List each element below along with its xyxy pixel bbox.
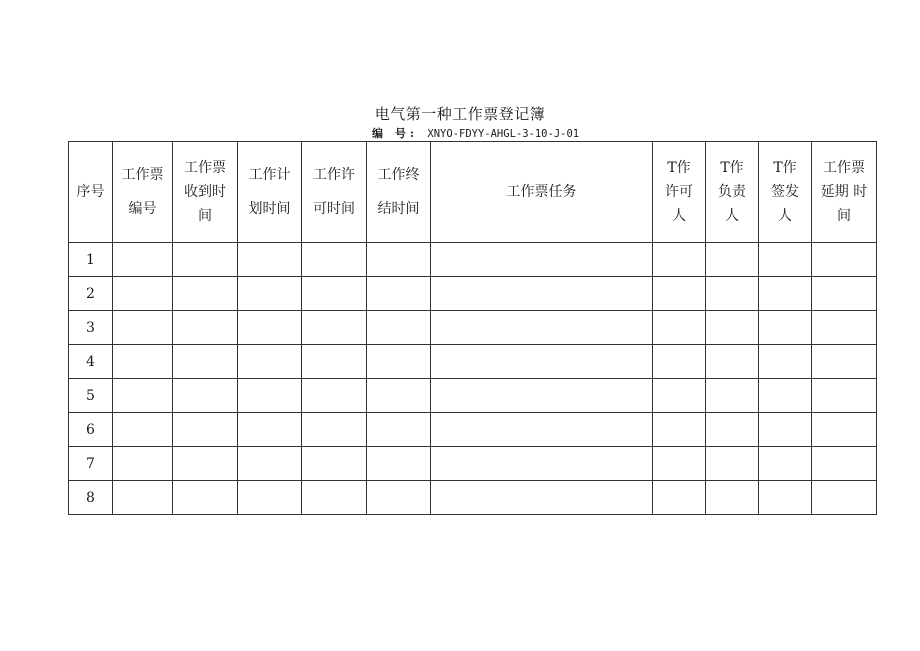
cell-ticket-task[interactable]: [431, 481, 653, 515]
cell-permit-time[interactable]: [302, 379, 367, 413]
cell-end-time[interactable]: [367, 243, 431, 277]
header-permit-time: 工作许 可时间: [302, 142, 367, 243]
header-ticket-number: 工作票 编号: [113, 142, 173, 243]
cell-ticket-task[interactable]: [431, 243, 653, 277]
cell-permitter[interactable]: [653, 277, 706, 311]
cell-permitter[interactable]: [653, 345, 706, 379]
cell-responsible-person[interactable]: [706, 447, 759, 481]
cell-permit-time[interactable]: [302, 243, 367, 277]
header-received-time: 工作票 收到时 间: [173, 142, 238, 243]
cell-extension-time[interactable]: [812, 379, 877, 413]
table-header-row: [69, 142, 877, 243]
cell-received-time[interactable]: [173, 243, 238, 277]
row-index: 7: [69, 447, 113, 481]
cell-issuer[interactable]: [759, 243, 812, 277]
cell-received-time[interactable]: [173, 413, 238, 447]
cell-received-time[interactable]: [173, 447, 238, 481]
cell-ticket-number[interactable]: [113, 447, 173, 481]
cell-extension-time[interactable]: [812, 345, 877, 379]
cell-ticket-task[interactable]: [431, 447, 653, 481]
cell-planned-time[interactable]: [238, 345, 302, 379]
document-code-label: 编 号:: [372, 127, 418, 140]
cell-end-time[interactable]: [367, 311, 431, 345]
cell-received-time[interactable]: [173, 481, 238, 515]
cell-received-time[interactable]: [173, 311, 238, 345]
row-index: 2: [69, 277, 113, 311]
cell-extension-time[interactable]: [812, 311, 877, 345]
cell-planned-time[interactable]: [238, 447, 302, 481]
cell-responsible-person[interactable]: [706, 311, 759, 345]
cell-extension-time[interactable]: [812, 277, 877, 311]
cell-ticket-number[interactable]: [113, 481, 173, 515]
cell-ticket-number[interactable]: [113, 413, 173, 447]
cell-planned-time[interactable]: [238, 311, 302, 345]
cell-ticket-task[interactable]: [431, 379, 653, 413]
cell-planned-time[interactable]: [238, 277, 302, 311]
header-issuer: T作 签发 人: [759, 142, 812, 243]
cell-planned-time[interactable]: [238, 243, 302, 277]
cell-planned-time[interactable]: [238, 413, 302, 447]
table-row: [69, 481, 877, 515]
cell-issuer[interactable]: [759, 447, 812, 481]
table-row: [69, 447, 877, 481]
cell-permit-time[interactable]: [302, 481, 367, 515]
cell-responsible-person[interactable]: [706, 413, 759, 447]
cell-permitter[interactable]: [653, 481, 706, 515]
cell-extension-time[interactable]: [812, 243, 877, 277]
cell-planned-time[interactable]: [238, 481, 302, 515]
cell-received-time[interactable]: [173, 277, 238, 311]
row-index: 1: [69, 243, 113, 277]
cell-issuer[interactable]: [759, 379, 812, 413]
cell-received-time[interactable]: [173, 379, 238, 413]
cell-ticket-task[interactable]: [431, 345, 653, 379]
table-row: [69, 243, 877, 277]
header-permitter: T作 许可 人: [653, 142, 706, 243]
cell-end-time[interactable]: [367, 379, 431, 413]
cell-ticket-number[interactable]: [113, 277, 173, 311]
cell-issuer[interactable]: [759, 345, 812, 379]
cell-responsible-person[interactable]: [706, 345, 759, 379]
cell-permit-time[interactable]: [302, 413, 367, 447]
cell-issuer[interactable]: [759, 413, 812, 447]
cell-ticket-number[interactable]: [113, 379, 173, 413]
row-index: 8: [69, 481, 113, 515]
cell-permitter[interactable]: [653, 379, 706, 413]
cell-end-time[interactable]: [367, 413, 431, 447]
cell-ticket-task[interactable]: [431, 413, 653, 447]
cell-permit-time[interactable]: [302, 345, 367, 379]
table-row: [69, 413, 877, 447]
cell-permitter[interactable]: [653, 311, 706, 345]
cell-ticket-task[interactable]: [431, 311, 653, 345]
cell-extension-time[interactable]: [812, 413, 877, 447]
cell-permit-time[interactable]: [302, 311, 367, 345]
header-planned-time: 工作计 划时间: [238, 142, 302, 243]
row-index: 4: [69, 345, 113, 379]
cell-permitter[interactable]: [653, 413, 706, 447]
cell-ticket-task[interactable]: [431, 277, 653, 311]
cell-end-time[interactable]: [367, 447, 431, 481]
cell-ticket-number[interactable]: [113, 243, 173, 277]
cell-ticket-number[interactable]: [113, 311, 173, 345]
cell-extension-time[interactable]: [812, 481, 877, 515]
header-extension-time: 工作票 延期 时 间: [812, 142, 877, 243]
table-row: [69, 379, 877, 413]
cell-end-time[interactable]: [367, 277, 431, 311]
header-end-time: 工作终 结时间: [367, 142, 431, 243]
cell-extension-time[interactable]: [812, 447, 877, 481]
table-row: [69, 277, 877, 311]
header-serial-number: 序号: [69, 142, 113, 243]
cell-permit-time[interactable]: [302, 277, 367, 311]
cell-responsible-person[interactable]: [706, 379, 759, 413]
cell-end-time[interactable]: [367, 345, 431, 379]
cell-responsible-person[interactable]: [706, 243, 759, 277]
header-ticket-task: 工作票任务: [431, 142, 653, 243]
cell-permitter[interactable]: [653, 243, 706, 277]
cell-responsible-person[interactable]: [706, 481, 759, 515]
register-table: [68, 141, 877, 515]
cell-permitter[interactable]: [653, 447, 706, 481]
table-row: [69, 311, 877, 345]
cell-received-time[interactable]: [173, 345, 238, 379]
cell-planned-time[interactable]: [238, 379, 302, 413]
document-code-value: XNYO-FDYY-AHGL-3-10-J-01: [427, 128, 580, 140]
row-index: 5: [69, 379, 113, 413]
cell-permit-time[interactable]: [302, 447, 367, 481]
row-index: 3: [69, 311, 113, 345]
cell-ticket-number[interactable]: [113, 345, 173, 379]
cell-end-time[interactable]: [367, 481, 431, 515]
cell-issuer[interactable]: [759, 311, 812, 345]
cell-responsible-person[interactable]: [706, 277, 759, 311]
document-code: [372, 125, 579, 141]
row-index: 6: [69, 413, 113, 447]
document-title: 电气第一种工作票登记簿: [374, 105, 546, 123]
cell-issuer[interactable]: [759, 481, 812, 515]
cell-issuer[interactable]: [759, 277, 812, 311]
table-row: [69, 345, 877, 379]
header-responsible-person: T作 负责 人: [706, 142, 759, 243]
